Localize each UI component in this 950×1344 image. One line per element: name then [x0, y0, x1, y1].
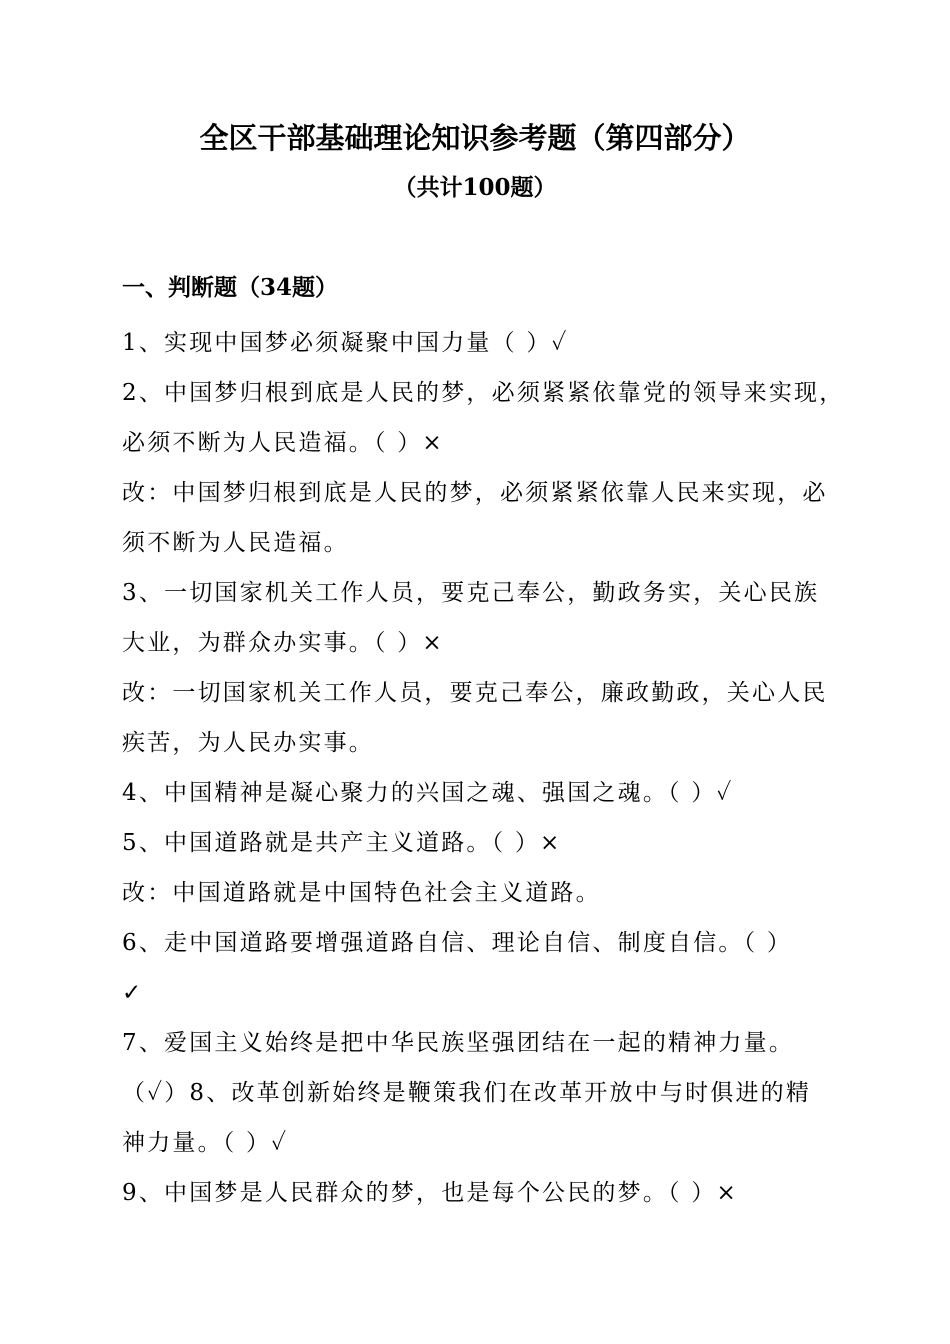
text-line: 改：中国梦归根到底是人民的梦，必须紧紧依靠人民来实现，必	[122, 480, 828, 506]
text-line: 1、实现中国梦必须凝聚中国力量（ ）✓	[122, 330, 569, 356]
section-heading: 一、判断题（34题）	[122, 274, 339, 301]
text-line: 7、爱国主义始终是把中华民族坚强团结在一起的精神力量。	[122, 1030, 795, 1056]
text-line: 2、中国梦归根到底是人民的梦，必须紧紧依靠党的领导来实现，	[122, 380, 845, 406]
text-line: 3、一切国家机关工作人员，要克己奉公，勤政务实，关心民族	[122, 580, 820, 606]
text-line: （✓）8、改革创新始终是鞭策我们在改革开放中与时俱进的精	[122, 1080, 812, 1106]
text-line: 必须不断为人民造福。（ ）×	[122, 430, 444, 456]
text-line: 大业，为群众办实事。（ ）×	[122, 630, 444, 656]
text-line: 改：一切国家机关工作人员，要克己奉公，廉政勤政，关心人民	[122, 680, 828, 706]
question-list	[122, 318, 852, 1218]
text-line: 须不断为人民造福。	[122, 530, 349, 556]
text-line: 5、中国道路就是共产主义道路。（ ）×	[122, 830, 562, 856]
text-line: 4、中国精神是凝心聚力的兴国之魂、强国之魂。（ ）✓	[122, 780, 734, 806]
text-line: 改：中国道路就是中国特色社会主义道路。	[122, 880, 601, 906]
document-title: 全区干部基础理论知识参考题（第四部分）	[199, 121, 751, 155]
text-line: 9、中国梦是人民群众的梦，也是每个公民的梦。（ ）×	[122, 1180, 738, 1206]
document-subtitle: （共计100题）	[393, 174, 557, 201]
text-line: ✓	[122, 980, 144, 1006]
text-line: 疾苦，为人民办实事。	[122, 730, 374, 756]
text-line: 6、走中国道路要增强道路自信、理论自信、制度自信。（ ）	[122, 930, 793, 956]
text-line: 神力量。（ ）✓	[122, 1130, 289, 1156]
